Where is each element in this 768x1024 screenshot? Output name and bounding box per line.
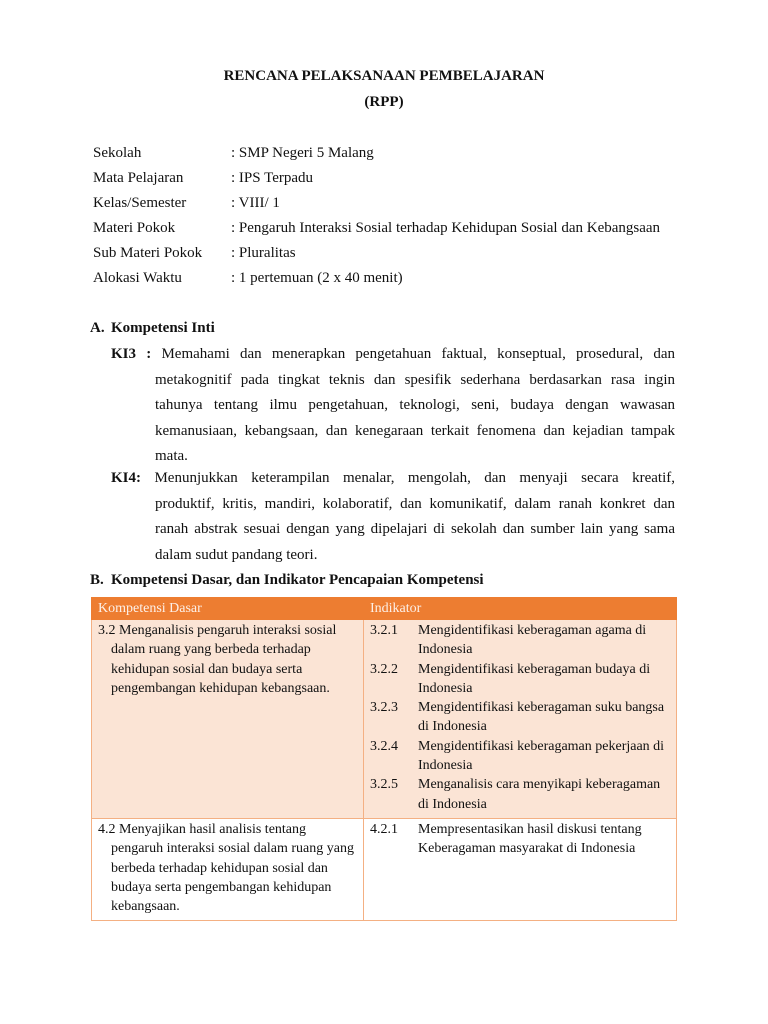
info-value: : 1 pertemuan (2 x 40 menit) — [231, 270, 403, 286]
ki4-tag: KI4: — [111, 470, 141, 486]
section-heading-kompetensi-dasar — [90, 572, 484, 589]
indicator-item — [370, 621, 670, 660]
info-value: : SMP Negeri 5 Malang — [231, 145, 374, 161]
table-row — [92, 620, 677, 819]
column-header-kompetensi-dasar: Kompetensi Dasar — [92, 598, 364, 620]
section-heading-kompetensi-inti — [90, 320, 215, 337]
table-header-row — [92, 598, 677, 620]
document-subtitle: (RPP) — [364, 94, 404, 110]
ki-line — [111, 466, 675, 492]
indicator-text: Mengidentifikasi keberagaman pekerjaan di Indonesia — [418, 738, 665, 774]
indicator-text: Mengidentifikasi keberagaman agama di Indonesia — [418, 623, 647, 658]
ki3-tag: KI3 : — [111, 346, 152, 362]
indicator-item — [370, 775, 670, 814]
ki-line — [111, 342, 675, 368]
info-value: : Pengaruh Interaksi Sosial terhadap Kehidupan Sosial dan Kebangsaan — [231, 220, 661, 236]
section-letter: B. — [90, 572, 104, 588]
document-title: RENCANA PELAKSANAAN PEMBELAJARAN — [223, 68, 545, 84]
indicator-code: 3.2.5 — [370, 777, 398, 793]
competency-table — [91, 597, 677, 921]
indicator-code: 3.2.4 — [370, 738, 398, 754]
column-header-indikator: Indikator — [364, 598, 677, 620]
ki-line: dalam sudut pandang teori. — [155, 546, 318, 563]
indicator-code: 3.2.3 — [370, 700, 398, 716]
indicator-item — [370, 660, 670, 699]
indicator-text: Mengidentifikasi keberagaman budaya di Indonesia — [418, 661, 651, 696]
kd-cell — [92, 818, 364, 920]
info-row-kelas-semester — [93, 193, 660, 218]
info-label: Alokasi Waktu — [93, 270, 182, 286]
ki4-paragraph — [111, 466, 675, 568]
info-row-sub-materi-pokok — [93, 243, 660, 268]
info-label: Kelas/Semester — [93, 195, 187, 211]
ki-line: mata. — [155, 448, 188, 464]
indicator-code: 3.2.2 — [370, 661, 398, 677]
section-title: Kompetensi Inti — [111, 320, 215, 336]
indicator-item — [370, 737, 670, 776]
info-value: : VIII/ 1 — [231, 195, 280, 211]
info-row-sekolah — [93, 143, 660, 168]
info-row-alokasi-waktu — [93, 268, 660, 293]
indicator-text: Menganalisis cara menyikapi keberagaman di Indonesia — [418, 777, 661, 812]
info-label: Materi Pokok — [93, 220, 176, 236]
kd-text: 4.2 Menyajikan hasil analisis tentang pengaruh interaksi sosial dalam ruang yang berbeda terhadap kehidupan sosial dan budaya serta pengembangan kehidupan kebangsaan. — [98, 821, 354, 915]
section-title: Kompetensi Dasar, dan Indikator Pencapaian Kompetensi — [111, 572, 484, 588]
info-label: Sekolah — [93, 145, 142, 161]
info-value: : Pluralitas — [231, 245, 296, 261]
info-row-mata-pelajaran — [93, 168, 660, 193]
indicator-code: 3.2.1 — [370, 623, 398, 638]
section-letter: A. — [90, 320, 105, 336]
kd-cell — [92, 620, 364, 819]
info-value: : IPS Terpadu — [231, 170, 314, 186]
ki-line: tahunya tentang ilmu pengetahuan, teknologi, seni, budaya dengan wawasan — [155, 397, 675, 413]
indicator-text: Mengidentifikasi keberagaman suku bangsa di Indonesia — [418, 700, 665, 735]
indicator-item — [370, 698, 670, 737]
info-row-materi-pokok — [93, 218, 660, 243]
ki3-paragraph — [111, 342, 675, 470]
kd-text: 3.2 Menganalisis pengaruh interaksi sosial dalam ruang yang berbeda terhadap kehidupan sosial dan budaya serta pengembangan kehidupan kebangsaan. — [98, 623, 337, 696]
info-label: Sub Materi Pokok — [93, 245, 203, 261]
indicator-text: Mempresentasikan hasil diskusi tentang Keberagaman masyarakat di Indonesia — [418, 821, 642, 857]
indicator-cell — [364, 818, 677, 920]
info-label: Mata Pelajaran — [93, 170, 184, 186]
ki-line: produktif, kritis, mandiri, kolaboratif, dan komunikatif, dalam ranah konkret dan — [155, 495, 675, 512]
identity-block — [93, 143, 660, 293]
ki-text: Menunjukkan keterampilan menalar, mengolah, dan menyaji secara kreatif, — [154, 470, 675, 486]
ki-text: Memahami dan menerapkan pengetahuan faktual, konseptual, prosedural, dan — [161, 346, 675, 362]
indicator-code: 4.2.1 — [370, 821, 398, 837]
ki-line: ranah abstrak sesuai dengan yang dipelajari di sekolah dan sumber lain yang sama — [155, 521, 675, 537]
table-row — [92, 818, 677, 920]
indicator-cell — [364, 620, 677, 819]
indicator-item — [370, 820, 670, 859]
ki-line: kemanusiaan, kebangsaan, dan kenegaraan terkait fenomena dan kejadian tampak — [155, 422, 675, 439]
ki-line: metakognitif pada tingkat teknis dan spesifik sederhana berdasarkan rasa ingin — [155, 371, 675, 388]
